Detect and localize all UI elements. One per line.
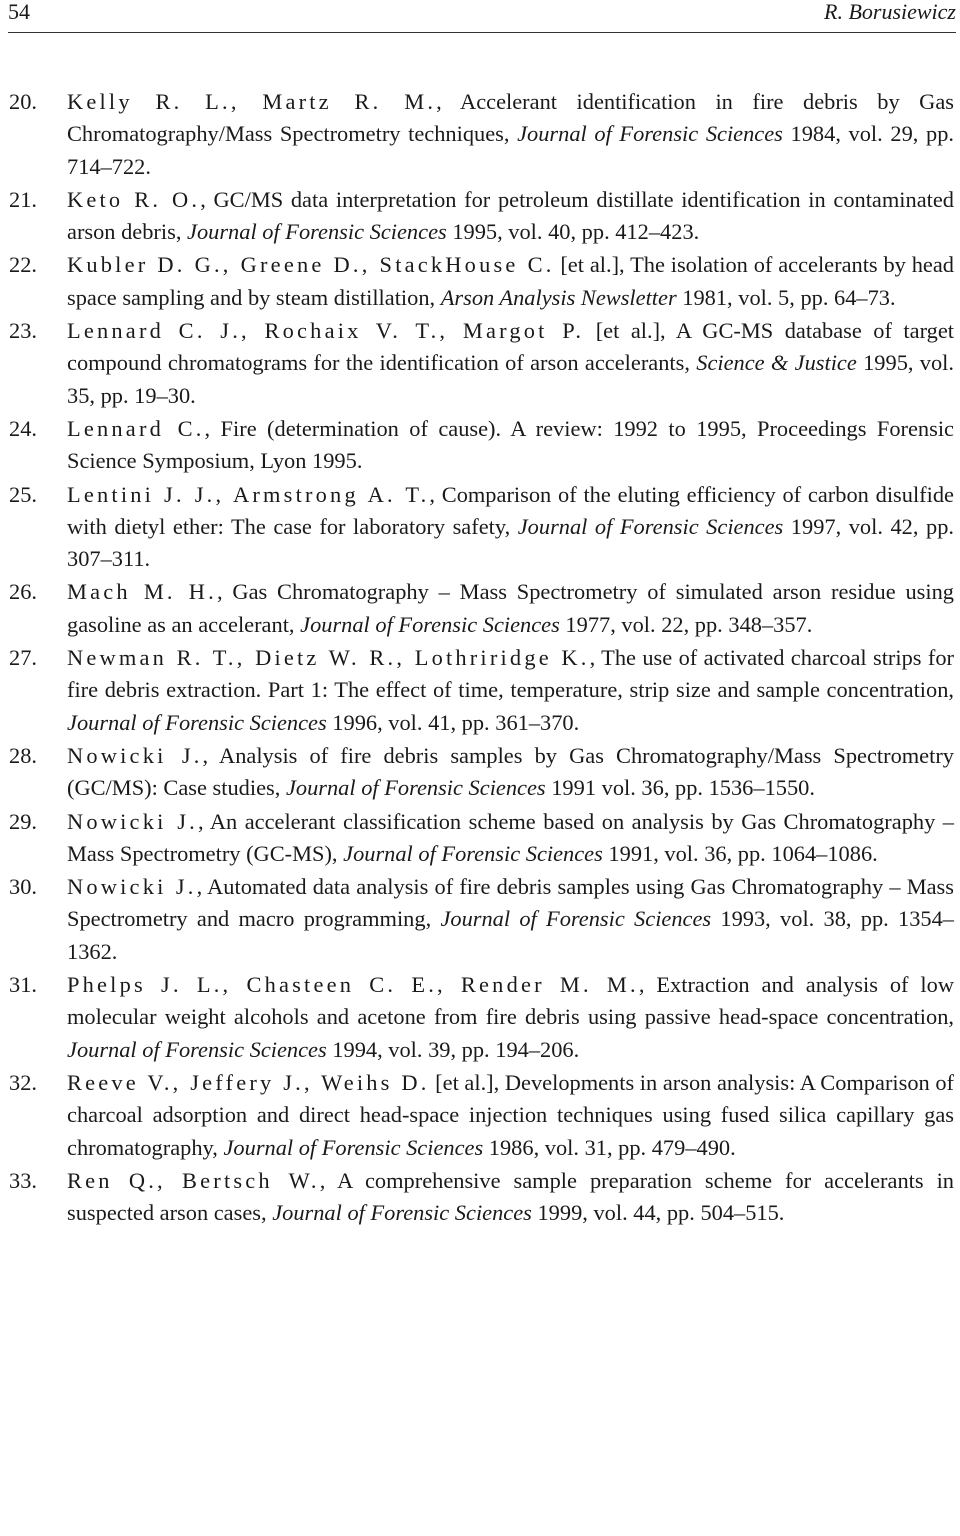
reference-text bbox=[67, 809, 954, 866]
reference-title: [et al.], The isolation of accelerants by head space sampling and by steam distillation, bbox=[67, 252, 954, 310]
reference-text bbox=[67, 645, 954, 735]
reference-number: 23. bbox=[9, 318, 37, 344]
reference-text bbox=[67, 972, 954, 1062]
reference-number: 31. bbox=[9, 972, 37, 998]
reference-list bbox=[0, 86, 960, 1230]
reference-title: [et al.], Developments in arson analysis: A Comparison of charcoal adsorption and direct head-space injection techniques using fused silica capillary gas chromatography, bbox=[67, 1069, 954, 1160]
reference-text bbox=[67, 1168, 954, 1225]
reference-details: 1993, vol. 38, pp. 1354–1362. bbox=[67, 906, 955, 964]
reference-number: 32. bbox=[9, 1069, 37, 1095]
reference-item bbox=[0, 740, 960, 805]
reference-journal: Journal of Forensic Sciences bbox=[300, 611, 560, 637]
reference-journal: Journal of Forensic Sciences bbox=[285, 775, 546, 801]
reference-authors: Phelps J. L., Chasteen C. E., Render M. M. bbox=[67, 972, 639, 998]
reference-text bbox=[67, 1070, 954, 1160]
reference-title: , GC/MS data interpretation for petroleum distillate identification in contaminated arson debris, bbox=[67, 186, 954, 245]
reference-details: 1984, vol. 29, pp. 714–722. bbox=[67, 121, 954, 179]
reference-item bbox=[0, 413, 960, 478]
reference-number: 27. bbox=[9, 645, 37, 671]
reference-text bbox=[67, 743, 954, 800]
reference-number: 21. bbox=[9, 186, 37, 212]
reference-details: 1995, vol. 40, pp. 412–423. bbox=[446, 219, 700, 245]
reference-title: , Fire (determination of cause). A review: 1992 to 1995, Proceedings Forensic Science Symposium, Lyon 1995. bbox=[67, 415, 954, 474]
reference-authors: Lennard C. bbox=[67, 415, 205, 441]
reference-number: 22. bbox=[9, 252, 37, 278]
reference-authors: Lennard C. J., Rochaix V. T., Margot P. bbox=[67, 318, 585, 344]
reference-item bbox=[0, 642, 960, 739]
reference-journal: Journal of Forensic Sciences bbox=[517, 121, 783, 147]
reference-item bbox=[0, 86, 960, 183]
reference-journal: Journal of Forensic Sciences bbox=[187, 219, 447, 245]
reference-journal: Journal of Forensic Sciences bbox=[440, 906, 712, 932]
reference-text bbox=[67, 187, 954, 244]
reference-item bbox=[0, 479, 960, 576]
reference-authors: Lentini J. J., Armstrong A. T. bbox=[67, 481, 430, 507]
reference-journal: Journal of Forensic Sciences bbox=[343, 840, 603, 866]
reference-details: 1995, vol. 35, pp. 19–30. bbox=[67, 350, 955, 408]
reference-title: , Accelerant identification in fire debris by Gas Chromatography/Mass Spectrometry techniques, bbox=[67, 89, 954, 147]
reference-details: 1981, vol. 5, pp. 64–73. bbox=[676, 284, 896, 310]
reference-details: 1994, vol. 39, pp. 194–206. bbox=[326, 1036, 580, 1062]
reference-title: , Extraction and analysis of low molecular weight alcohols and acetone from fire debris using passive head-space concentration, bbox=[67, 972, 954, 1030]
reference-text bbox=[67, 874, 954, 964]
reference-number: 20. bbox=[9, 89, 37, 114]
reference-details: 1997, vol. 42, pp. 307–311. bbox=[67, 513, 954, 572]
reference-authors: Ren Q., Bertsch W. bbox=[67, 1167, 320, 1193]
page-header bbox=[8, 0, 956, 24]
reference-journal: Journal of Forensic Sciences bbox=[223, 1134, 484, 1160]
reference-details: 1991 vol. 36, pp. 1536–1550. bbox=[545, 775, 815, 801]
reference-item bbox=[0, 871, 960, 968]
running-head: R. Borusiewicz bbox=[824, 0, 956, 24]
reference-number: 33. bbox=[9, 1167, 37, 1193]
reference-title: , Analysis of fire debris samples by Gas Chromatography/Mass Spectrometry (GC/MS): Case studies, bbox=[67, 742, 954, 801]
reference-details: 1999, vol. 44, pp. 504–515. bbox=[531, 1200, 785, 1226]
reference-number: 30. bbox=[9, 874, 37, 900]
reference-title: , Gas Chromatography – Mass Spectrometry of simulated arson residue using gasoline as an accelerant, bbox=[67, 579, 955, 637]
reference-title: , Automated data analysis of fire debris samples using Gas Chromatography – Mass Spectrometry and macro programming, bbox=[67, 874, 954, 932]
reference-journal: Journal of Forensic Sciences bbox=[67, 1036, 327, 1062]
reference-item bbox=[0, 1067, 960, 1164]
reference-authors: Newman R. T., Dietz W. R., Lothriridge K. bbox=[67, 645, 590, 671]
reference-text bbox=[67, 318, 954, 408]
reference-details: 1991, vol. 36, pp. 1064–1086. bbox=[602, 840, 878, 866]
reference-journal: Arson Analysis Newsletter bbox=[440, 284, 677, 310]
page-number: 54 bbox=[8, 0, 30, 24]
reference-title: , The use of activated charcoal strips for fire debris extraction. Part 1: The effect of time, temperature, strip size and sample concentration, bbox=[67, 645, 954, 703]
reference-text bbox=[67, 416, 954, 473]
reference-item bbox=[0, 969, 960, 1066]
reference-authors: Kubler D. G., Greene D., StackHouse C. bbox=[67, 252, 555, 278]
reference-text bbox=[67, 482, 954, 572]
reference-authors: Reeve V., Jeffery J., Weihs D. bbox=[67, 1069, 430, 1095]
reference-title: [et al.], A GC-MS database of target compound chromatograms for the identification of arson accelerants, bbox=[67, 318, 954, 376]
reference-details: 1977, vol. 22, pp. 348–357. bbox=[559, 611, 813, 637]
reference-journal: Science & Justice bbox=[696, 350, 857, 376]
header-rule bbox=[8, 32, 956, 33]
reference-text bbox=[67, 252, 954, 309]
reference-authors: Nowicki J. bbox=[67, 808, 198, 834]
reference-title: , An accelerant classification scheme based on analysis by Gas Chromatography – Mass Spectrometry (GC-MS), bbox=[67, 808, 954, 866]
reference-number: 29. bbox=[9, 808, 37, 834]
reference-authors: Nowicki J. bbox=[67, 742, 203, 768]
reference-journal: Journal of Forensic Sciences bbox=[517, 513, 784, 539]
reference-number: 26. bbox=[9, 579, 37, 605]
reference-number: 25. bbox=[9, 481, 37, 507]
reference-authors: Keto R. O. bbox=[67, 186, 201, 212]
reference-authors: Kelly R. L., Martz R. M. bbox=[67, 89, 437, 114]
reference-title: , Comparison of the eluting efficiency of carbon disulfide with dietyl ether: The case for laboratory safety, bbox=[67, 481, 954, 539]
reference-authors: Mach M. H. bbox=[67, 579, 217, 605]
reference-item bbox=[0, 576, 960, 641]
reference-title: , A comprehensive sample preparation scheme for accelerants in suspected arson cases, bbox=[67, 1167, 954, 1226]
reference-item bbox=[0, 184, 960, 249]
reference-journal: Journal of Forensic Sciences bbox=[67, 709, 327, 735]
reference-item bbox=[0, 315, 960, 412]
reference-item bbox=[0, 1165, 960, 1230]
reference-number: 28. bbox=[9, 742, 37, 768]
reference-item bbox=[0, 806, 960, 871]
reference-details: 1996, vol. 41, pp. 361–370. bbox=[326, 709, 580, 735]
reference-details: 1986, vol. 31, pp. 479–490. bbox=[483, 1134, 736, 1160]
reference-text bbox=[67, 579, 954, 636]
reference-number: 24. bbox=[9, 415, 37, 441]
reference-text bbox=[67, 89, 954, 179]
reference-authors: Nowicki J. bbox=[67, 874, 197, 900]
reference-item bbox=[0, 249, 960, 314]
reference-journal: Journal of Forensic Sciences bbox=[272, 1200, 532, 1226]
